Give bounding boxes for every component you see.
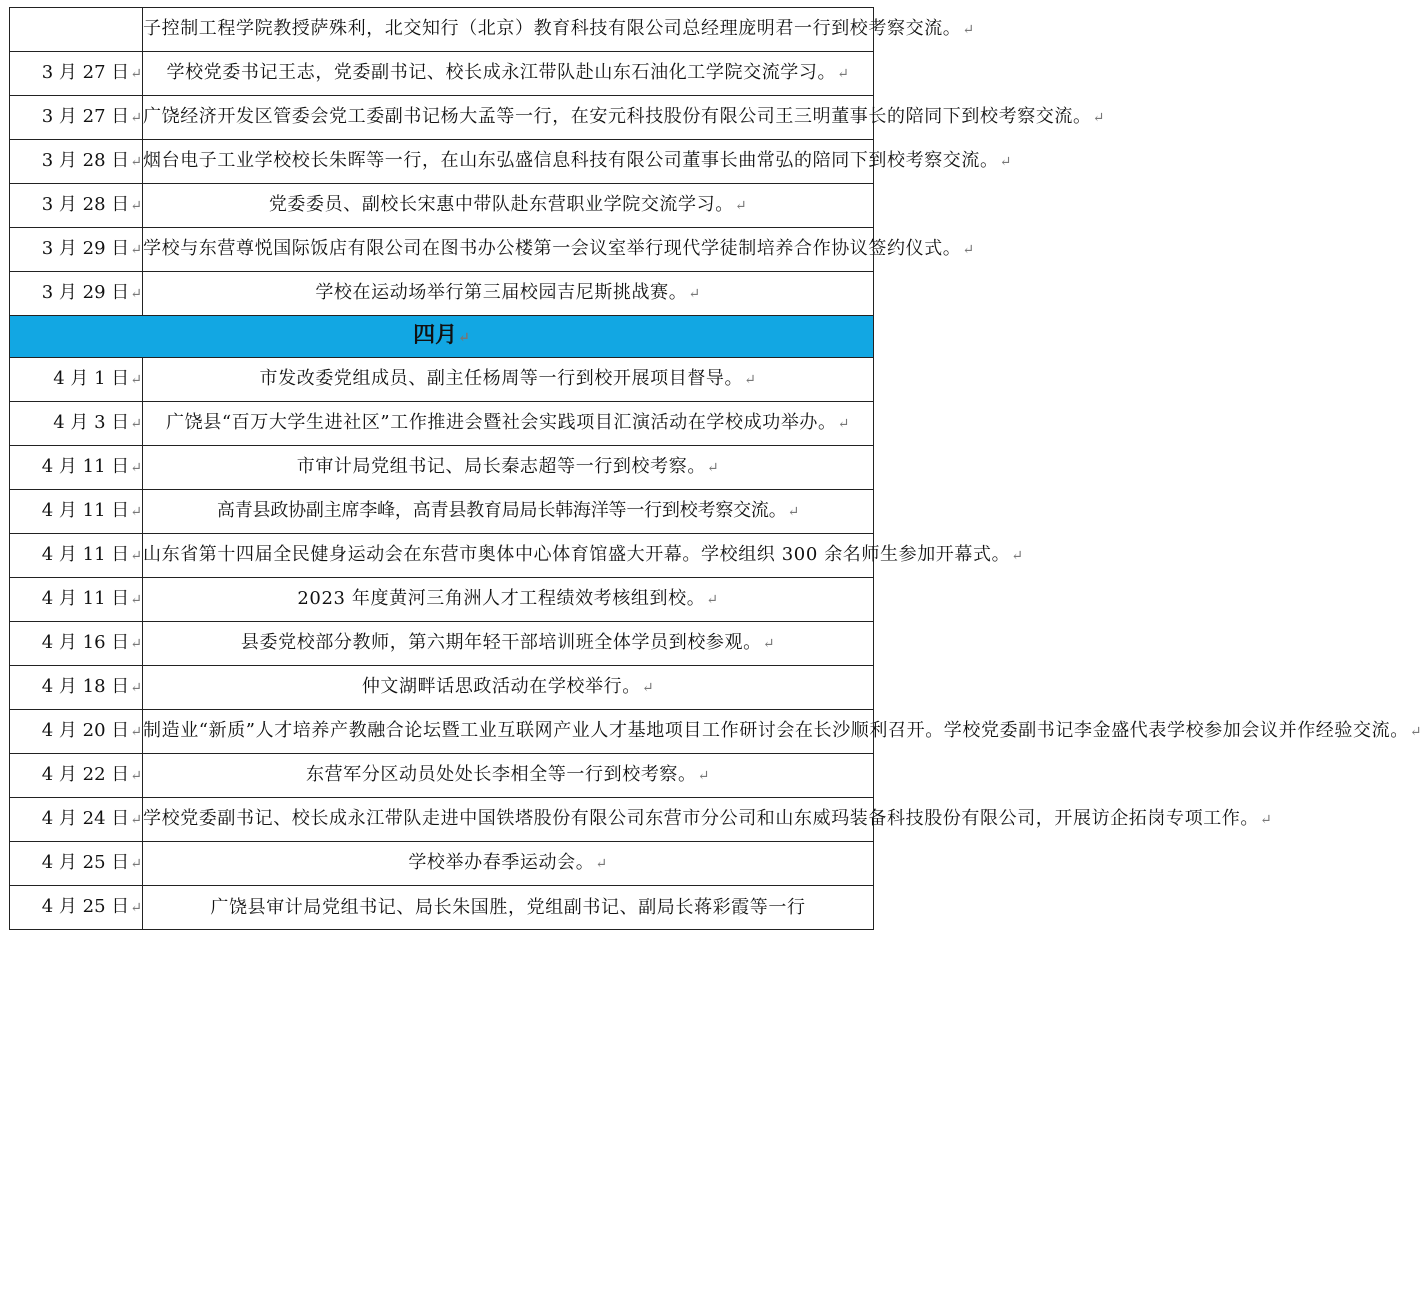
- event-cell: 学校党委副书记、校长成永江带队走进中国铁塔股份有限公司东营市分公司和山东威玛装备科技股份有限公司，开展访企拓岗专项工作。 ↵: [143, 798, 874, 842]
- event-cell: 山东省第十四届全民健身运动会在东营市奥体中心体育馆盛大开幕。学校组织 300 余名师生参加开幕式。 ↵: [143, 534, 874, 578]
- table-row: [10, 534, 874, 578]
- paragraph-mark-icon: [130, 504, 142, 520]
- date-cell: 4 月 16 日 ↵: [10, 622, 143, 666]
- date-cell: 4 月 18 日 ↵: [10, 666, 143, 710]
- event-cell: 烟台电子工业学校校长朱晖等一行，在山东弘盛信息科技有限公司董事长曲常弘的陪同下到校考察交流。 ↵: [143, 140, 874, 184]
- event-cell: 学校党委书记王志，党委副书记、校长成永江带队赴山东石油化工学院交流学习。 ↵: [143, 52, 874, 96]
- date-cell: [10, 8, 143, 52]
- event-cell: 2023 年度黄河三角洲人才工程绩效考核组到校。 ↵: [143, 578, 874, 622]
- event-cell: 县委党校部分教师，第六期年轻干部培训班全体学员到校参观。 ↵: [143, 622, 874, 666]
- date-cell: 4 月 3 日 ↵: [10, 402, 143, 446]
- date-cell: 4 月 11 日 ↵: [10, 490, 143, 534]
- table-row: [10, 886, 874, 930]
- date-cell: 3 月 28 日 ↵: [10, 140, 143, 184]
- paragraph-mark-icon: [130, 592, 142, 608]
- date-cell: 3 月 29 日 ↵: [10, 272, 143, 316]
- paragraph-mark-icon: [130, 856, 142, 872]
- event-cell: 学校在运动场举行第三届校园吉尼斯挑战赛。 ↵: [143, 272, 874, 316]
- table-row: [10, 710, 874, 754]
- table-row: [10, 798, 874, 842]
- paragraph-mark-icon: [837, 66, 849, 82]
- paragraph-mark-icon: [130, 416, 142, 432]
- paragraph-mark-icon: [130, 680, 142, 696]
- event-cell: 市审计局党组书记、局长秦志超等一行到校考察。 ↵: [143, 446, 874, 490]
- table-row: [10, 578, 874, 622]
- events-table: [9, 7, 1409, 930]
- date-cell: 4 月 11 日 ↵: [10, 446, 143, 490]
- paragraph-mark-icon: [130, 66, 142, 82]
- event-cell: 仲文湖畔话思政活动在学校举行。 ↵: [143, 666, 874, 710]
- event-cell: 东营军分区动员处处长李相全等一行到校考察。 ↵: [143, 754, 874, 798]
- paragraph-mark-icon: [1410, 724, 1422, 740]
- month-header: 四月 ↵: [10, 316, 874, 358]
- table-row: [10, 52, 874, 96]
- date-cell: 4 月 25 日 ↵: [10, 886, 143, 930]
- table-row: [10, 358, 874, 402]
- table-row: [10, 184, 874, 228]
- event-cell: 学校与东营尊悦国际饭店有限公司在图书办公楼第一会议室举行现代学徒制培养合作协议签约仪式。 ↵: [143, 228, 874, 272]
- paragraph-mark-icon: [642, 680, 654, 696]
- table-row: [10, 140, 874, 184]
- paragraph-mark-icon: [130, 198, 142, 214]
- date-cell: 4 月 11 日 ↵: [10, 578, 143, 622]
- event-cell: 广饶县“百万大学生进社区”工作推进会暨社会实践项目汇演活动在学校成功举办。 ↵: [143, 402, 874, 446]
- date-cell: 4 月 22 日 ↵: [10, 754, 143, 798]
- date-cell: 4 月 20 日 ↵: [10, 710, 143, 754]
- table-row: [10, 622, 874, 666]
- paragraph-mark-icon: [130, 900, 142, 916]
- paragraph-mark-icon: [962, 22, 974, 38]
- date-cell: 3 月 27 日 ↵: [10, 52, 143, 96]
- paragraph-mark-icon: [130, 812, 142, 828]
- table-row: [10, 228, 874, 272]
- paragraph-mark-icon: [458, 330, 470, 346]
- event-cell: 广饶县审计局党组书记、局长朱国胜，党组副书记、副局长蒋彩霞等一行: [143, 886, 874, 930]
- paragraph-mark-icon: [1011, 548, 1023, 564]
- table-row: [10, 402, 874, 446]
- paragraph-mark-icon: [744, 372, 756, 388]
- paragraph-mark-icon: [838, 416, 850, 432]
- date-cell: 3 月 28 日 ↵: [10, 184, 143, 228]
- paragraph-mark-icon: [962, 242, 974, 258]
- paragraph-mark-icon: [130, 110, 142, 126]
- event-cell: 制造业“新质”人才培养产教融合论坛暨工业互联网产业人才基地项目工作研讨会在长沙顺利召开。学校党委副书记李金盛代表学校参加会议并作经验交流。 ↵: [143, 710, 874, 754]
- paragraph-mark-icon: [735, 198, 747, 214]
- paragraph-mark-icon: [130, 286, 142, 302]
- date-cell: 3 月 29 日 ↵: [10, 228, 143, 272]
- date-cell: 4 月 1 日 ↵: [10, 358, 143, 402]
- event-cell: 高青县政协副主席李峰，高青县教育局局长韩海洋等一行到校考察交流。 ↵: [143, 490, 874, 534]
- event-cell: 学校举办春季运动会。 ↵: [143, 842, 874, 886]
- table-row: [10, 842, 874, 886]
- table-row: [10, 754, 874, 798]
- paragraph-mark-icon: [130, 242, 142, 258]
- table-row: [10, 96, 874, 140]
- event-cell: 子控制工程学院教授萨殊利，北交知行（北京）教育科技有限公司总经理庞明君一行到校考察交流。 ↵: [143, 8, 874, 52]
- paragraph-mark-icon: [788, 504, 800, 520]
- table-row: [10, 666, 874, 710]
- table-row: [10, 446, 874, 490]
- paragraph-mark-icon: [130, 154, 142, 170]
- paragraph-mark-icon: [595, 856, 607, 872]
- month-header-row: [10, 316, 874, 358]
- paragraph-mark-icon: [1000, 154, 1012, 170]
- paragraph-mark-icon: [130, 372, 142, 388]
- date-cell: 4 月 24 日 ↵: [10, 798, 143, 842]
- paragraph-mark-icon: [763, 636, 775, 652]
- event-cell: 党委委员、副校长宋惠中带队赴东营职业学院交流学习。 ↵: [143, 184, 874, 228]
- paragraph-mark-icon: [130, 460, 142, 476]
- paragraph-mark-icon: [130, 548, 142, 564]
- paragraph-mark-icon: [707, 460, 719, 476]
- paragraph-mark-icon: [130, 636, 142, 652]
- date-cell: 3 月 27 日 ↵: [10, 96, 143, 140]
- paragraph-mark-icon: [1260, 812, 1272, 828]
- paragraph-mark-icon: [698, 768, 710, 784]
- table-row: [10, 490, 874, 534]
- table-row: [10, 272, 874, 316]
- paragraph-mark-icon: [130, 768, 142, 784]
- event-cell: 广饶经济开发区管委会党工委副书记杨大孟等一行，在安元科技股份有限公司王三明董事长的陪同下到校考察交流。 ↵: [143, 96, 874, 140]
- event-cell: 市发改委党组成员、副主任杨周等一行到校开展项目督导。 ↵: [143, 358, 874, 402]
- paragraph-mark-icon: [706, 592, 718, 608]
- date-cell: 4 月 11 日 ↵: [10, 534, 143, 578]
- date-cell: 4 月 25 日 ↵: [10, 842, 143, 886]
- paragraph-mark-icon: [688, 286, 700, 302]
- paragraph-mark-icon: [1093, 110, 1105, 126]
- paragraph-mark-icon: [130, 724, 142, 740]
- table-row: [10, 8, 874, 52]
